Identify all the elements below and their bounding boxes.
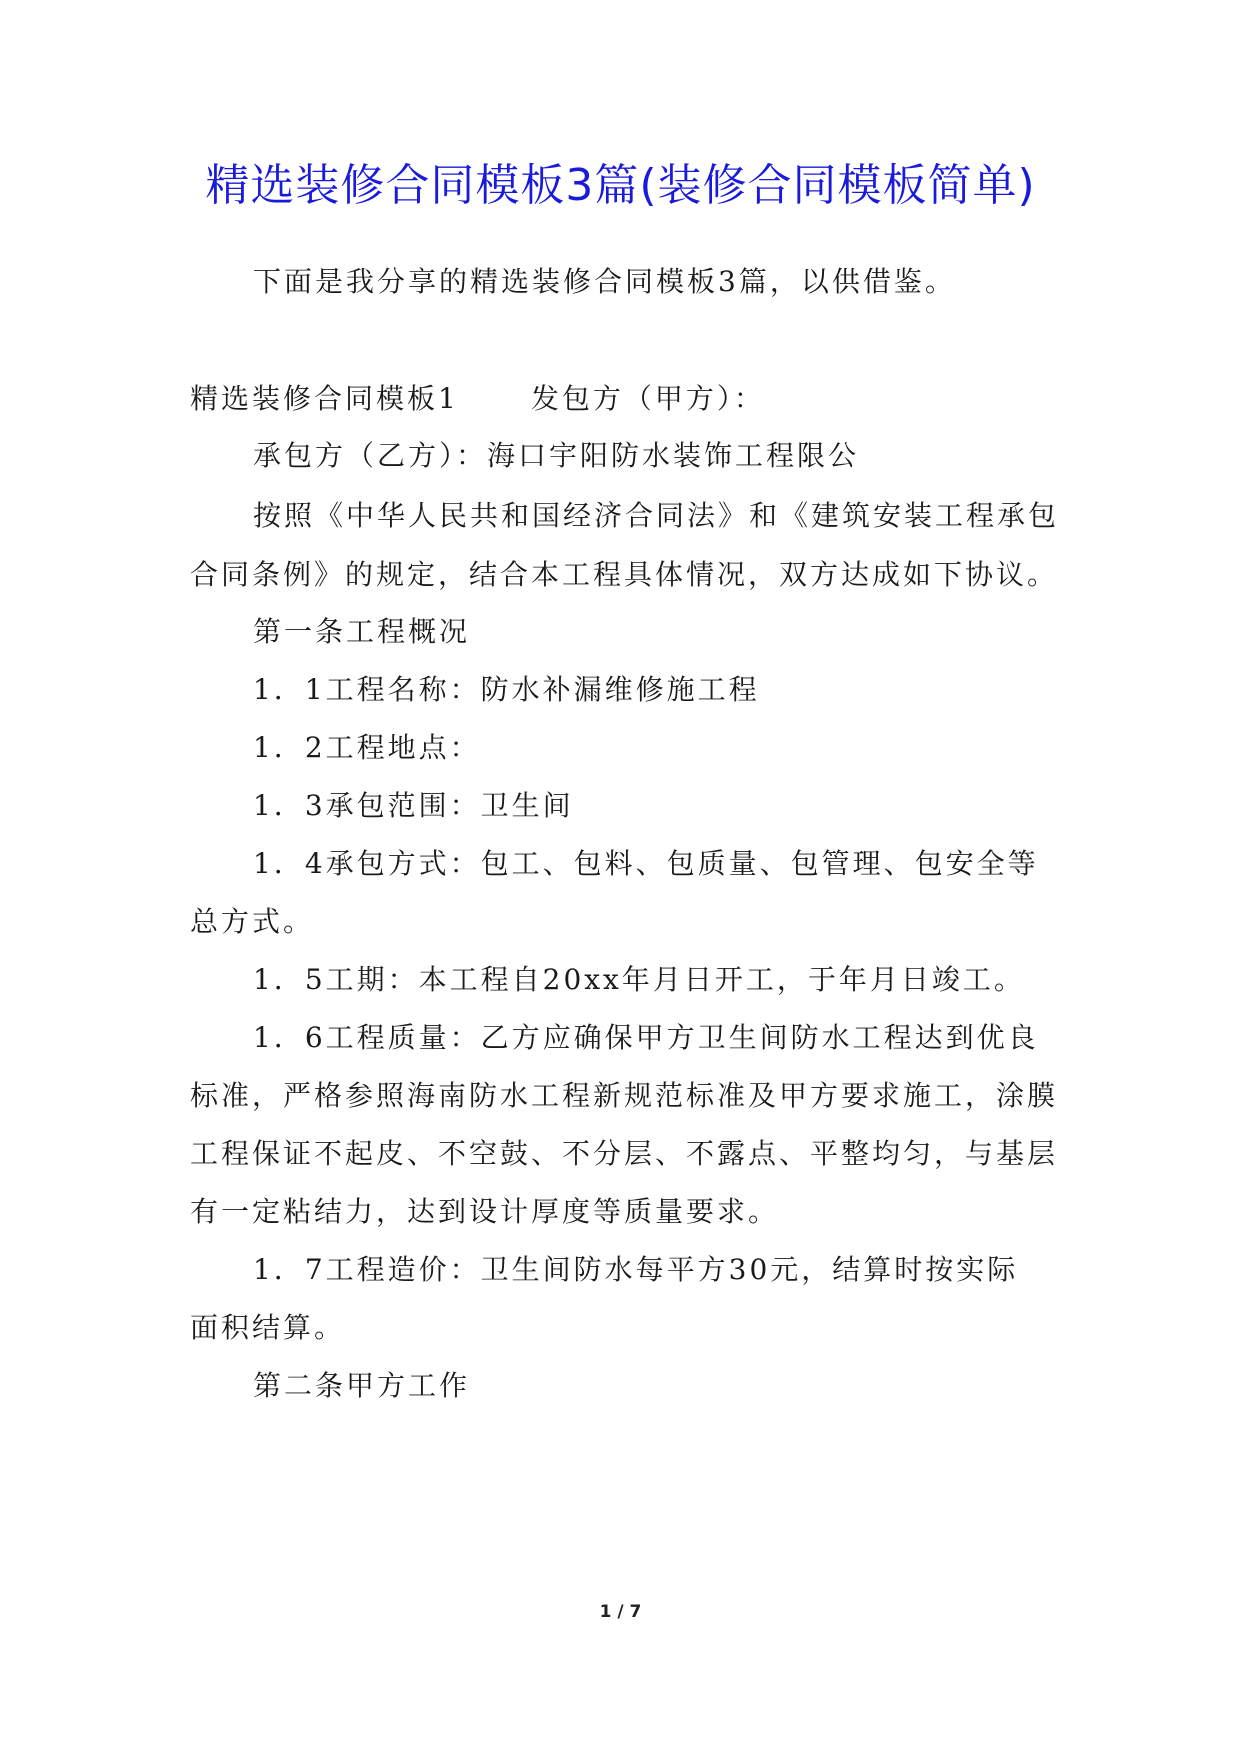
item-1-2: 1．2工程地点： — [253, 731, 481, 764]
item-1-6-line-3: 工程保证不起皮、不空鼓、不分层、不露点、平整均匀，与基层 — [190, 1137, 1059, 1170]
document-title: 精选装修合同模板3篇(装修合同模板简单) — [205, 160, 1036, 211]
article-2-heading: 第二条甲方工作 — [253, 1369, 471, 1402]
item-1-5: 1．5工期：本工程自20xx年月日开工，于年月日竣工。 — [253, 963, 1025, 996]
item-1-4-line-2: 总方式。 — [190, 905, 315, 938]
party-b-paragraph: 承包方（乙方）：海口宇阳防水装饰工程限公 — [253, 439, 860, 472]
article-1-heading: 第一条工程概况 — [253, 615, 471, 648]
item-1-1: 1．1工程名称：防水补漏维修施工程 — [253, 673, 760, 706]
item-1-6-line-1: 1．6工程质量：乙方应确保甲方卫生间防水工程达到优良 — [253, 1021, 1039, 1054]
page-indicator: 1 / 7 — [599, 1602, 642, 1622]
section-heading: 精选装修合同模板1 — [190, 382, 459, 415]
section-heading-line — [190, 367, 1070, 430]
item-1-6-line-2: 标准，严格参照海南防水工程新规范标准及甲方要求施工，涂膜 — [190, 1079, 1059, 1112]
item-1-7-line-1: 1．7工程造价：卫生间防水每平方30元，结算时按实际 — [253, 1253, 1019, 1286]
item-1-6-line-4: 有一定粘结力，达到设计厚度等质量要求。 — [190, 1195, 780, 1228]
item-1-7-line-2: 面积结算。 — [190, 1311, 346, 1344]
item-1-3: 1．3承包范围：卫生间 — [253, 789, 574, 822]
basis-line-2: 合同条例》的规定，结合本工程具体情况，双方达成如下协议。 — [190, 558, 1059, 591]
basis-line-1: 按照《中华人民共和国经济合同法》和《建筑安装工程承包 — [253, 499, 1060, 532]
item-1-4-line-1: 1．4承包方式：包工、包料、包质量、包管理、包安全等 — [253, 847, 1039, 880]
party-a-label: 发包方（甲方）： — [530, 382, 765, 415]
intro-paragraph: 下面是我分享的精选装修合同模板3篇，以供借鉴。 — [253, 265, 956, 298]
